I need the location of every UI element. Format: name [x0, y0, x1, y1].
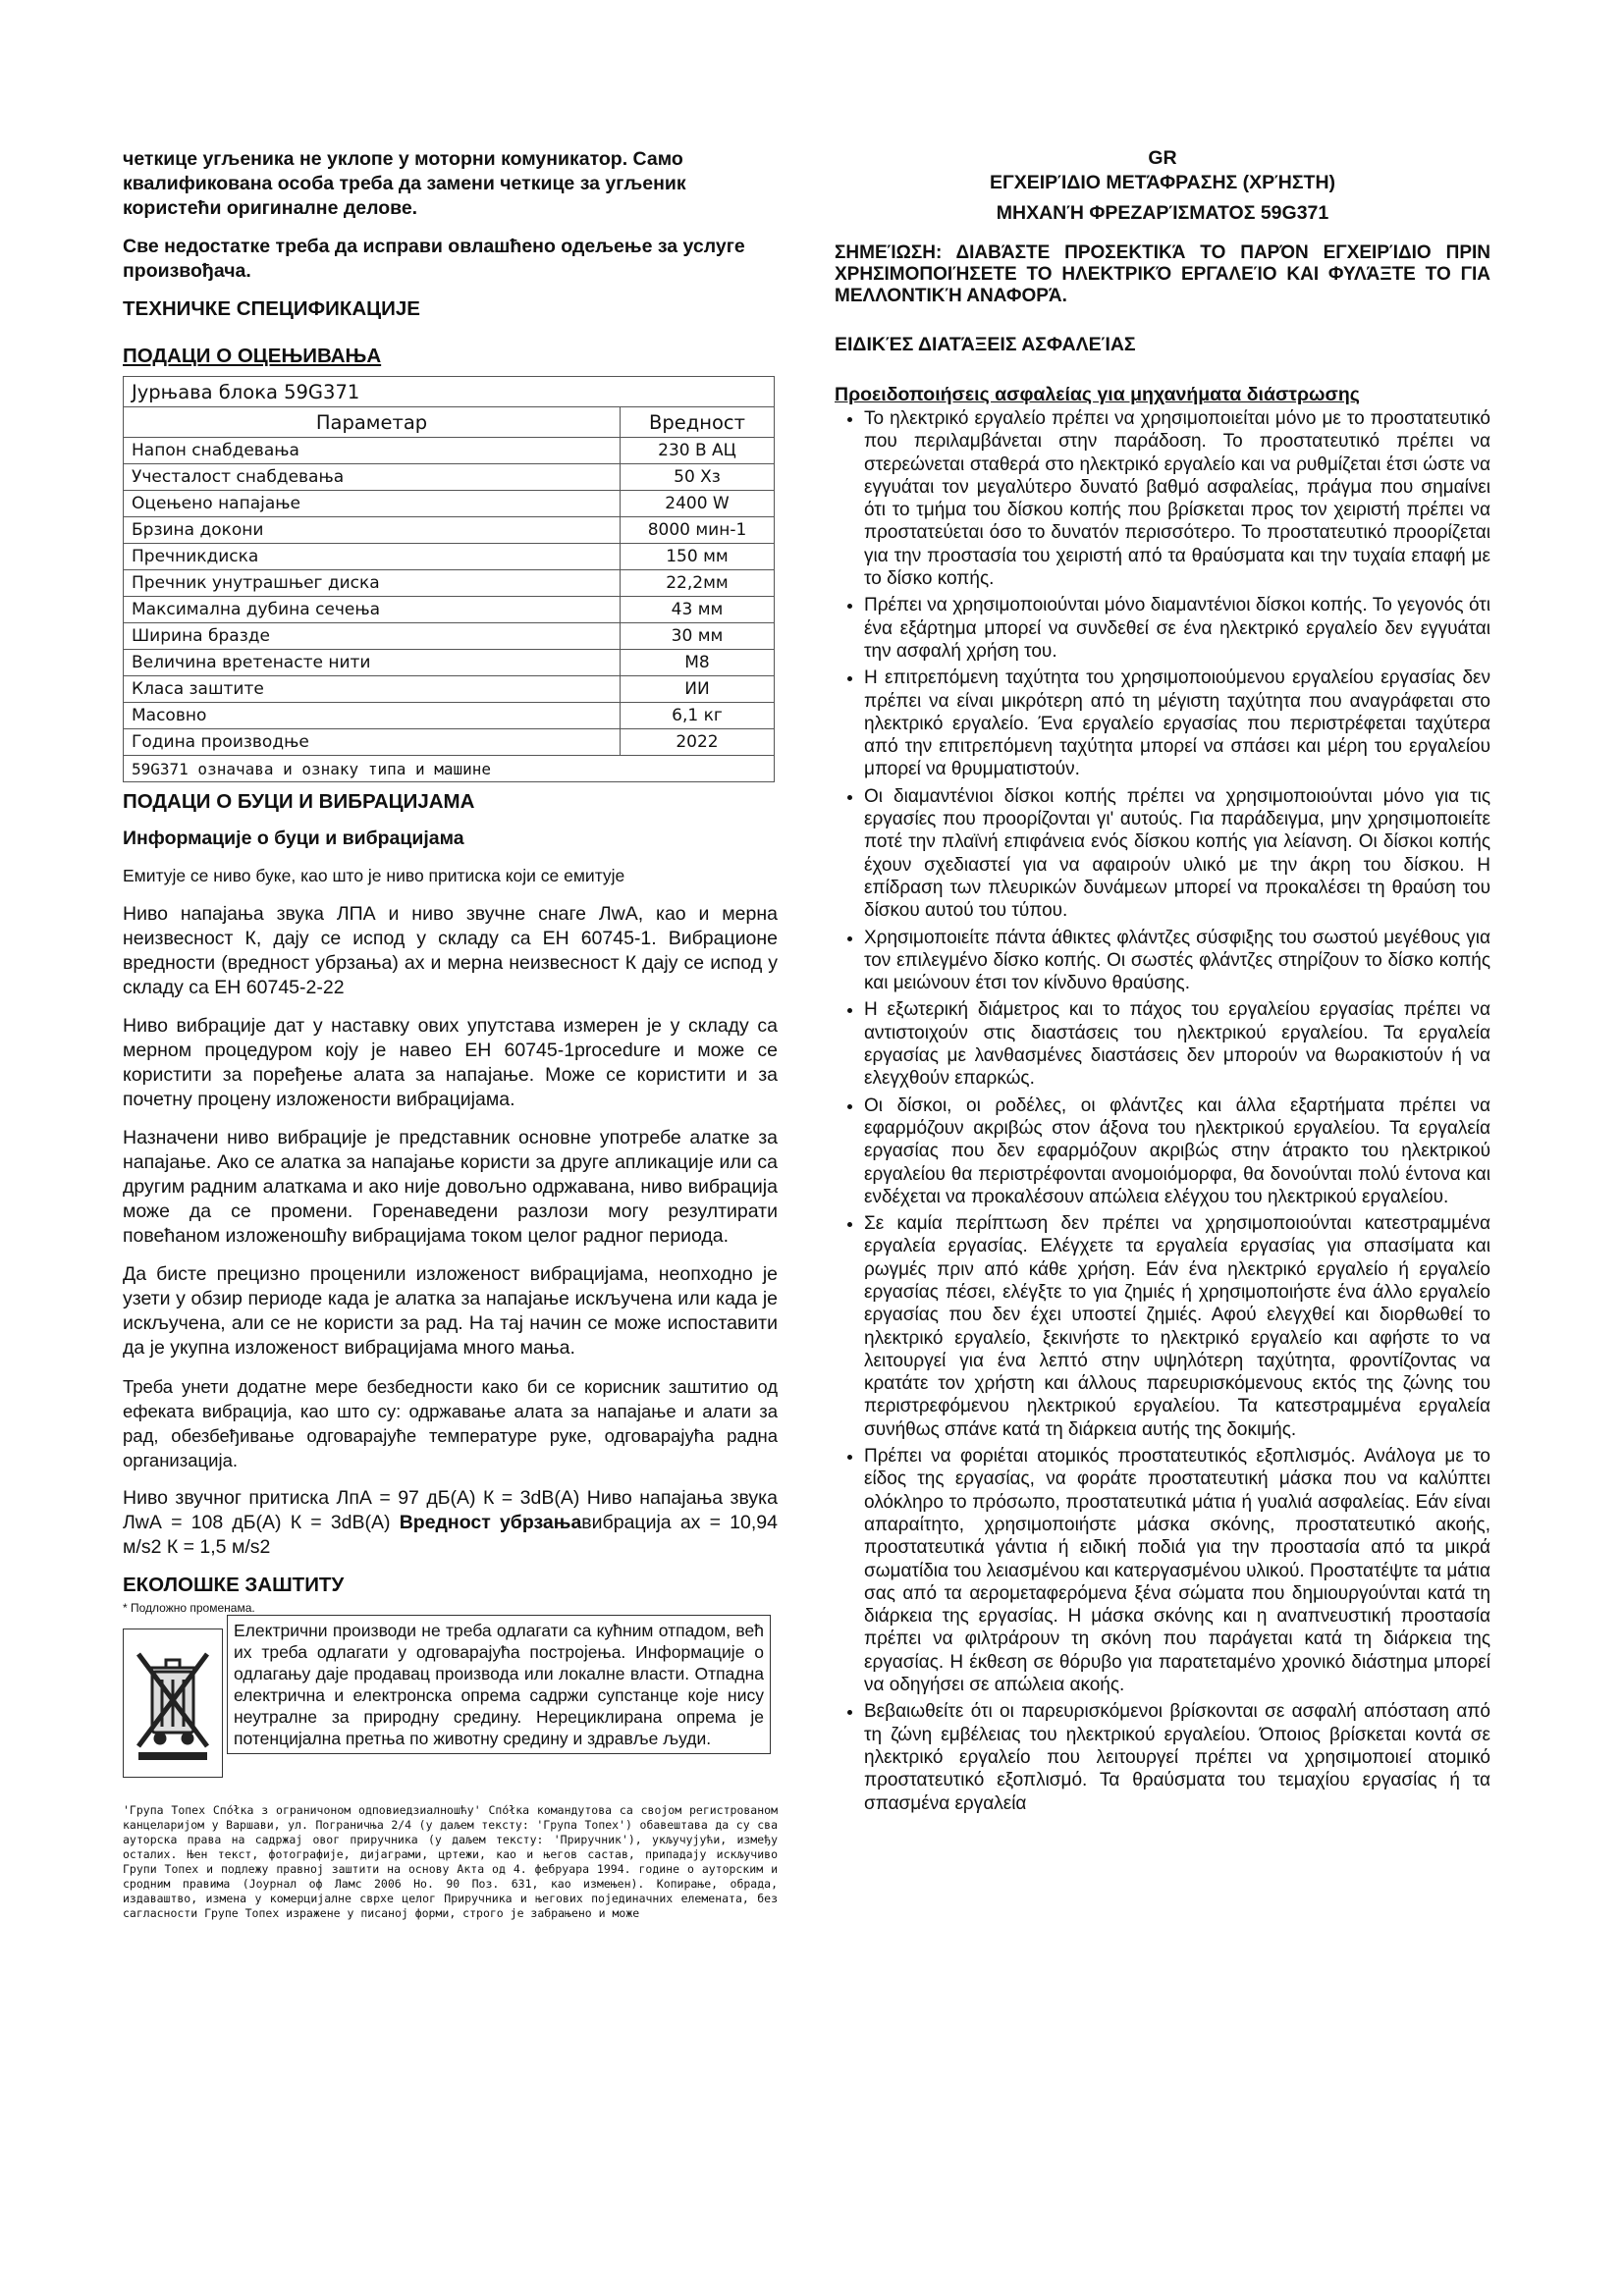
warnings-heading: Προειδοποιήσεις ασφαλείας για μηχανήματα διάστρωσης — [835, 384, 1360, 405]
spec-param: Година производње — [124, 729, 621, 756]
spec-value: 150 мм — [621, 544, 775, 570]
noise-values-a: Ниво звучног притиска ЛпА = 97 дБ(А) К = 3dB(А) Ниво напајања звука ЛwА = 108 дБ(А) К = 3dB(А) — [123, 1487, 778, 1533]
noise-paragraph-2: Ниво напајања звука ЛПА и ниво звучне снаге ЛwА, као и мерна неизвесност К, дају се испод у складу са ЕН 60745-1. Вибрационе вредности (вредност убрзања) ах и мерна неизвесност К дају се испод у складу са ЕН 60745-2-22 — [123, 903, 778, 998]
defects-paragraph: Све недостатке треба да исправи овлашћено одељење за услуге произвођача. — [123, 236, 745, 282]
safety-bullet: • Οι διαμαντένιοι δίσκοι κοπής πρέπει να χρησιμοποιούνται μόνο για τις εργασίες που προορίζονται γι' αυτούς. Για παράδειγμα, μην χρησιμοποιείτε ποτέ την πλαϊνή επιφάνεια ενός δίσκου κοπής για λείανση. Οι δίσκοι κοπής έχουν σχεδιαστεί για να αφαιρούν υλικό με την άκρη του δίσκου. Η επίδραση των πλευρικών δυνάμεων μπορεί να προκαλέσει τη θραύση του δίσκου αυτού του τύπου. — [864, 785, 1490, 923]
spec-row — [124, 676, 775, 703]
safety-bullet: • Βεβαιωθείτε ότι οι παρευρισκόμενοι βρίσκονται σε ασφαλή απόσταση από τη ζώνη εμβέλειας του ηλεκτρικού εργαλείου. Όποιος βρίσκεται κοντά σε ηλεκτρικό εργαλείο που λειτουργεί πρέπει να χρησιμοποιεί ατομικό προστατευτικό εξοπλισμό. Τα θραύσματα του τεμαχίου εργασίας ή τα σπασμένα εργαλεία — [864, 1700, 1490, 1814]
spec-param: Ширина бразде — [124, 623, 621, 650]
spec-row — [124, 517, 775, 544]
spec-param: Масовно — [124, 703, 621, 729]
spec-param: Пречник унутрашњег диска — [124, 570, 621, 597]
rating-heading: ПОДАЦИ О ОЦЕЊИВАЊА — [123, 345, 382, 367]
spec-value: 22,2мм — [621, 570, 775, 597]
spec-value: 6,1 кг — [621, 703, 775, 729]
eco-note: * Подложно променама. — [123, 1601, 255, 1615]
spec-param: Класа заштите — [124, 676, 621, 703]
spec-row — [124, 703, 775, 729]
spec-value: 50 Хз — [621, 464, 775, 491]
spec-param: Пречникдиска — [124, 544, 621, 570]
noise-paragraph-6: Треба унети додатне мере безбедности како би се корисник заштитио од ефеката вибрација, као што су: одржавање алата за напајање и алати за рад, обезбеђивање одговарајуће температуре руке, одговарајућа радна организација. — [123, 1376, 778, 1470]
spec-row — [124, 464, 775, 491]
weee-bin-icon — [123, 1629, 223, 1778]
safety-bullet: • Πρέπει να φοριέται ατομικός προστατευτικός εξοπλισμός. Ανάλογα με το είδος της εργασίας, να φοράτε προστατευτική μάσκα που να καλύπτει ολόκληρο το πρόσωπο, προστατευτικά μάτια ή γυαλιά ασφαλείας. Εάν είναι απαραίτητο, χρησιμοποιήστε μάσκα σκόνης, προστατευτικό ακοής, προστατευτικά γάντια ή ειδική ποδιά για την προστασία από τα μικρά σωματίδια του λειασμένου και κατεργασμένου υλικού. Προστατέψτε τα μάτια σας από τα αερομεταφερόμενα ξένα σώματα που δημιουργούνται κατά τη διάρκεια της εργασίας. Η μάσκα σκόνης και η αναπνευστική προστασία πρέπει να φιλτράρουν τη σκόνη που παράγεται κατά τη διάρκεια της εργασίας. Η έκθεση σε θόρυβο για παρατεταμένο χρονικό διάστημα μπορεί να οδηγήσει σε απώλεια ακοής. — [864, 1445, 1490, 1696]
tech-spec-heading: ТЕХНИЧКЕ СПЕЦИФИКАЦИЈЕ — [123, 297, 420, 320]
safety-bullet: • Οι δίσκοι, οι ροδέλες, οι φλάντζες και άλλα εξαρτήματα πρέπει να εφαρμόζουν ακριβώς στον άξονα του ηλεκτρικού εργαλείου. Τα εργαλεία εργασίας που δεν εφαρμόζουν ακριβώς στην άτρακτο του ηλεκτρικού εργαλείου θα περιστρέφονται ανομοιόμορφα, θα δονούνται πολύ έντονα και ενδέχεται να προκαλέσουν απώλεια ελέγχου του ηλεκτρικού εργαλείου. — [864, 1095, 1490, 1208]
country-code: GR — [1148, 147, 1177, 169]
spec-value: 43 мм — [621, 597, 775, 623]
spec-value: 2022 — [621, 729, 775, 756]
eco-block — [123, 1615, 778, 1778]
spec-footer: 59G371 означава и ознаку типа и машине — [124, 756, 775, 782]
spec-row — [124, 438, 775, 464]
spec-param: Оцењено напајање — [124, 491, 621, 517]
eco-heading: ЕКОЛОШКЕ ЗАШТИТУ — [123, 1574, 345, 1596]
spec-param: Брзина докони — [124, 517, 621, 544]
noise-paragraph-1: Емитује се ниво буке, као што је ниво притиска који се емитује — [123, 866, 625, 885]
spec-value: ИИ — [621, 676, 775, 703]
noise-values-c: вибрација ах = 10,94 м/s2 К = 1,5 м/s2 — [123, 1512, 778, 1558]
spec-value: 30 мм — [621, 623, 775, 650]
spec-value: M8 — [621, 650, 775, 676]
noise-paragraph-3: Ниво вибрације дат у наставку ових упутстава измерен је у складу са мерном процедуром коју је навео ЕН 60745-1procedure и може се користити за поређење алата за напајање. Може се користити и за почетну процену изложености вибрацијама. — [123, 1015, 778, 1110]
col-header-value: Вредност — [621, 407, 775, 438]
noise-subheading: Информације о буци и вибрацијама — [123, 828, 464, 849]
copyright-notice: 'Група Топех Спо́łка з ограничоном одповиедзиалношћу' Спо́łка командутова са својом регистрованом канцеларијом у Варшави, ул. Пограничња 2/4 (у даљем тексту: 'Група Топех') обавештава да су сва ауторска права на садржај овог приручника (у даљем тексту: 'Приручник'), укључујући, између осталих. Њен текст, фотографије, дијаграми, цртежи, као и његов састав, припадају искључиво Групи Топех и подлежу правној заштити на основу Акта од 4. фебруара 1994. године о ауторским и сродним правима (Јоурнал оф Ламс 2006 Но. 90 Поз. 631, као измењен). Копирање, обрада, издаваштво, измена у комерцијалне сврхе целог Приручника и његових појединачних елемената, без сагласности Групе Топех изражене у писаној форми, строго је забрањено и може — [123, 1803, 778, 1920]
right-column — [835, 147, 1490, 1819]
spec-param: Максимална дубина сечења — [124, 597, 621, 623]
spec-param: Учесталост снабдевања — [124, 464, 621, 491]
spec-row — [124, 729, 775, 756]
spec-row — [124, 597, 775, 623]
safety-bullet: • Σε καμία περίπτωση δεν πρέπει να χρησιμοποιούνται κατεστραμμένα εργαλεία εργασίας. Ελέγχετε τα εργαλεία εργασίας για σπασίματα και ρωγμές πριν από κάθε χρήση. Εάν ένα ηλεκτρικό εργαλείο ή εργαλείο εργασίας πέσει, ελέγξτε το για ζημιές ή χρησιμοποιήστε ένα άλλο εργαλείο εργασίας που δεν έχει υποστεί ζημιές. Αφού ελεγχθεί και διορθωθεί το ηλεκτρικό εργαλείο, ξεκινήστε το ηλεκτρικό εργαλείο και αφήστε το να λειτουργεί για ένα λεπτό στην υψηλότερη ταχύτητα, φροντίζοντας να κρατάτε τον χρήστη και άλλους παρευρισκόμενους εκτός της ζώνης του περιστρεφόμενου ηλεκτρικού εργαλείου. Τα κατεστραμμένα εργαλεία συνήθως σπάνε κατά τη διάρκεια αυτής της δοκιμής. — [864, 1212, 1490, 1441]
safety-bullet: • Η εξωτερική διάμετρος και το πάχος του εργαλείου εργασίας πρέπει να αντιστοιχούν στις διαστάσεις του ηλεκτρικού εργαλείου. Τα εργαλεία εργασίας με λανθασμένες διαστάσεις δεν μπορούν να θωρακιστούν ή να ελεγχθούν επαρκώς. — [864, 998, 1490, 1090]
spec-value: 230 В АЦ — [621, 438, 775, 464]
col-header-param: Параметар — [124, 407, 621, 438]
spec-footer-row — [124, 756, 775, 782]
spec-param: Напон снабдевања — [124, 438, 621, 464]
safety-heading: ΕΙΔΙΚΈΣ ΔΙΑΤΆΞΕΙΣ ΑΣΦΑΛΕΊΑΣ — [835, 334, 1136, 355]
read-note: ΣΗΜΕΊΩΣΗ: ΔΙΑΒΆΣΤΕ ΠΡΟΣΕΚΤΙΚΆ ΤΟ ΠΑΡΌΝ ΕΓΧΕΙΡΊΔΙΟ ΠΡΙΝ ΧΡΗΣΙΜΟΠΟΙΉΣΕΤΕ ΤΟ ΗΛΕΚΤΡΙΚΌ ΕΡΓΑΛΕΊΟ ΚΑΙ ΦΥΛΆΞΤΕ ΤΟ ΓΙΑ ΜΕΛΛΟΝΤΙΚΉ ΑΝΑΦΟΡΆ. — [835, 242, 1490, 306]
safety-list — [835, 407, 1490, 1815]
machine-title: ΜΗΧΑΝΉ ΦΡΕΖΑΡΊΣΜΑΤΟΣ 59G371 — [996, 202, 1329, 224]
intro-paragraph: четкице угљеника не уклопе у моторни комуникатор. Само квалификована особа треба да замени четкице за угљеник користећи оригиналне делове. — [123, 148, 686, 219]
spec-row — [124, 491, 775, 517]
spec-value: 8000 мин-1 — [621, 517, 775, 544]
safety-bullet: • Πρέπει να χρησιμοποιούνται μόνο διαμαντένιοι δίσκοι κοπής. Το γεγονός ότι ένα εξάρτημα μπορεί να συνδεθεί σε ένα ηλεκτρικό εργαλείο δεν εγγυάται την ασφαλή χρήση του. — [864, 594, 1490, 663]
spec-row — [124, 570, 775, 597]
spec-row — [124, 544, 775, 570]
left-column — [123, 147, 778, 1933]
spec-row — [124, 650, 775, 676]
safety-bullet: • Χρησιμοποιείτε πάντα άθικτες φλάντζες σύσφιξης του σωστού μεγέθους για τον επιλεγμένο δίσκο κοπής. Οι σωστές φλάντζες στηρίζουν το δίσκο κοπής και μειώνουν έτσι τον κίνδυνο θραύσης. — [864, 927, 1490, 995]
noise-values-b: Вредност убрзања — [399, 1512, 582, 1533]
spec-param: Величина вретенасте нити — [124, 650, 621, 676]
safety-bullet: • Το ηλεκτρικό εργαλείο πρέπει να χρησιμοποιείται μόνο με το προστατευτικό που περιλαμβάνεται στην παράδοση. Το προστατευτικό πρέπει να στερεώνεται σταθερά στο ηλεκτρικό εργαλείο και να ρυθμίζεται έτσι ώστε να εγγυάται τον μεγαλύτερο δυνατό βαθμό ασφαλείας, πράγμα που σημαίνει ότι το τμήμα του δίσκου κοπής που βρίσκεται προς τον χειριστή πρέπει να προστατεύεται όσο το δυνατόν περισσότερο. Το προστατευτικό προορίζεται για την προστασία του χειριστή από τα θραύσματα και την τυχαία επαφή με το δίσκο κοπής. — [864, 407, 1490, 590]
eco-text: Електрични производи не треба одлагати са кућним отпадом, већ их треба одлагати у одговарајућа постројења. Информације о одлагању даје продавац производа или локалне власти. Отпадна електрична и електронска опрема садржи супстанце које нису неутралне за природну средину. Нерециклирана опрема је потенцијална претња по животну средину и здравље људи. — [227, 1615, 771, 1754]
spec-table — [123, 376, 775, 782]
spec-table-title: Јурњава блока 59G371 — [124, 377, 775, 407]
noise-paragraph-4: Назначени ниво вибрације је представник основне употребе алатке за напајање. Ако се алатка за напајање користи за друге апликације или са другим радним алаткама и ако није довољно одржавана, ниво вибрација може да се промени. Горенаведени разлози могу резултирати повећаном изложеношћу вибрацијама током целог радног периода. — [123, 1127, 778, 1247]
safety-bullet: • Η επιτρεπόμενη ταχύτητα του χρησιμοποιούμενου εργαλείου εργασίας δεν πρέπει να είναι μικρότερη από τη μέγιστη ταχύτητα που αναγράφεται στο ηλεκτρικό εργαλείο. Ένα εργαλείο εργασίας που περιστρέφεται ταχύτερα από την επιτρεπόμενη ταχύτητα μπορεί να σπάσει και μέρη του εργαλείου μπορεί να θρυμματιστούν. — [864, 667, 1490, 780]
spec-value: 2400 W — [621, 491, 775, 517]
spec-row — [124, 623, 775, 650]
noise-heading: ПОДАЦИ О БУЦИ И ВИБРАЦИЈАМА — [123, 790, 475, 813]
manual-title: ΕΓΧΕΙΡΊΔΙΟ ΜΕΤΆΦΡΑΣΗΣ (ΧΡΉΣΤΗ) — [989, 172, 1336, 193]
noise-values — [123, 1486, 778, 1560]
noise-paragraph-5: Да бисте прецизно проценили изложеност вибрацијама, неопходно је узети у обзир периоде када је алатка за напајање искључена или када је искључена, али се не користи за рад. На тај начин се може испоставити да је укупна изложеност вибрацијама много мања. — [123, 1263, 778, 1359]
